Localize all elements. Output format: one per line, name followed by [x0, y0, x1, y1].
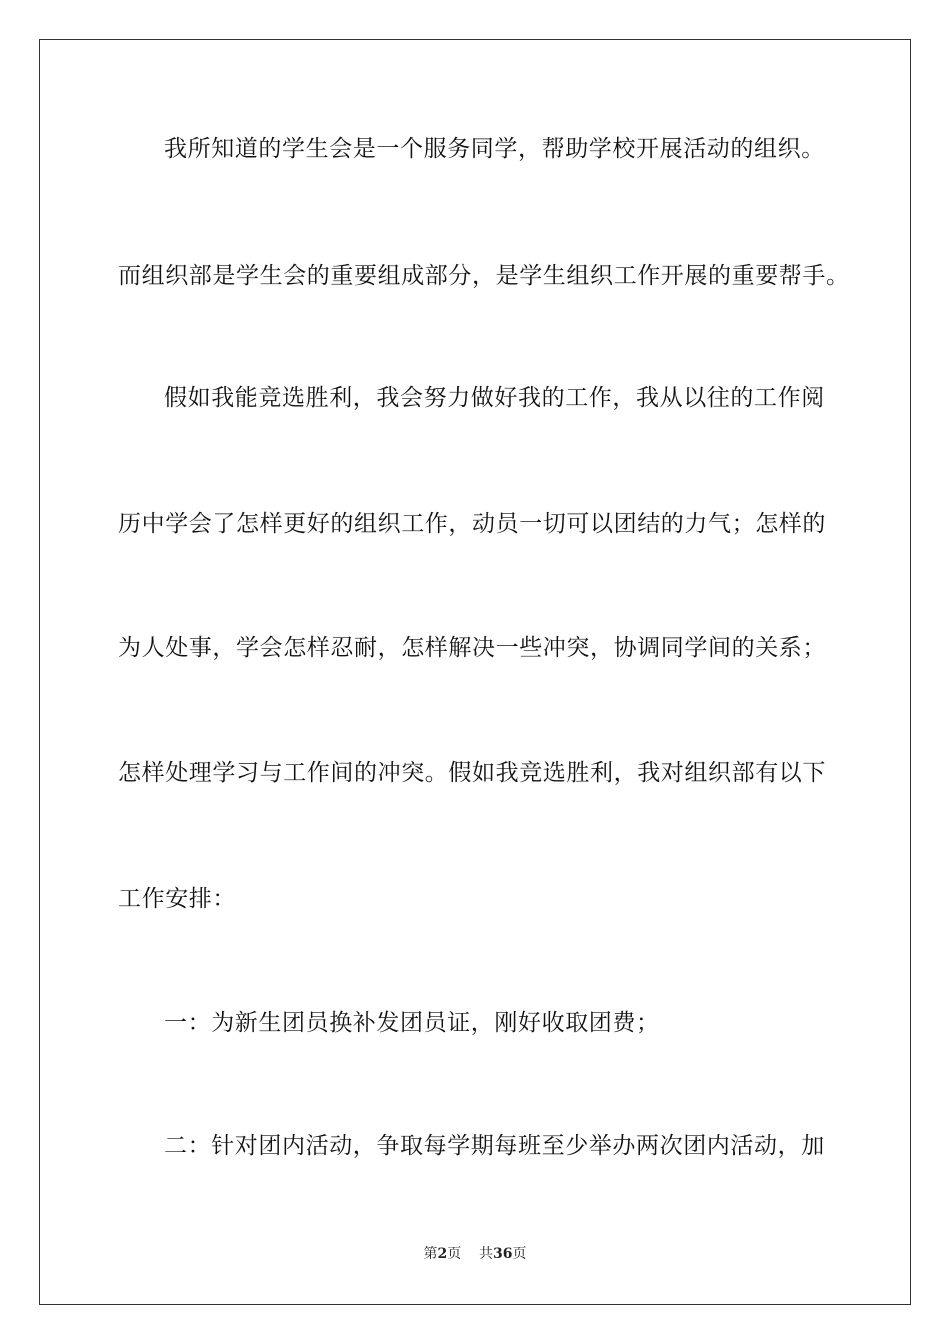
- page-number: 2: [437, 1246, 448, 1262]
- paragraph-line-5: 为人处事，学会怎样忍耐，怎样解决一些冲突，协调同学间的关系；: [118, 635, 826, 661]
- paragraph-line-1: 我所知道的学生会是一个服务同学，帮助学校开展活动的组织。: [164, 136, 825, 162]
- total-label-suffix: 页: [512, 1246, 527, 1262]
- paragraph-line-4: 历中学会了怎样更好的组织工作，动员一切可以团结的力气；怎样的: [118, 511, 826, 537]
- page-footer: [0, 1244, 950, 1264]
- paragraph-line-2: 而组织部是学生会的重要组成部分，是学生组织工作开展的重要帮手。: [118, 263, 850, 289]
- paragraph-line-7: 工作安排：: [118, 886, 236, 912]
- page-label-prefix: 第: [423, 1246, 438, 1262]
- page-border: [39, 39, 911, 1305]
- total-pages: 36: [493, 1246, 513, 1262]
- paragraph-line-6: 怎样处理学习与工作间的冲突。假如我竞选胜利，我对组织部有以下: [118, 760, 826, 786]
- paragraph-line-3: 假如我能竞选胜利，我会努力做好我的工作，我从以往的工作阅: [164, 385, 825, 411]
- page-label-suffix: 页: [447, 1246, 462, 1262]
- list-item-2: 二：针对团内活动，争取每学期每班至少举办两次团内活动，加: [164, 1133, 825, 1159]
- list-item-1: 一：为新生团员换补发团员证，刚好收取团费；: [164, 1010, 660, 1036]
- total-label-prefix: 共: [479, 1246, 494, 1262]
